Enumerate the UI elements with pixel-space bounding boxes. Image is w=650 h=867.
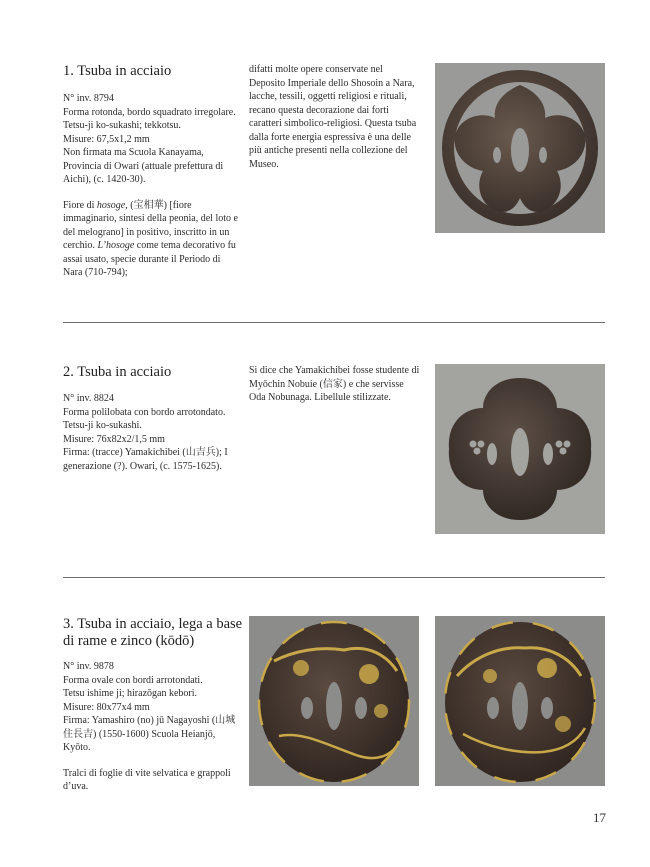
divider-1 (63, 322, 605, 323)
tsuba-3-photo-front (249, 616, 419, 786)
entry-2-desc-1: Tetsu-ji ko-sukashi. (63, 420, 142, 431)
entry-3-paragraph: Tralci di foglie di vite selvatica e grappoli d’uva. (63, 767, 231, 792)
entry-3-desc-2: Misure: 80x77x4 mm (63, 701, 150, 713)
entry-1-desc-3: Non firmata ma Scuola Kanayama, Provincia di Owari (attuale prefettura di Aichi), (c. 1420-30). (63, 147, 224, 185)
entry-1-desc-2: Misure: 67,5x1,2 mm (63, 133, 150, 145)
tsuba-2-photo (435, 364, 605, 534)
entry-1-details (63, 92, 241, 280)
entry-2-desc-2: Misure: 76x82x2/1,5 mm (63, 433, 165, 445)
entry-3-inv: N° inv. 9878 (63, 661, 114, 672)
divider-2 (63, 577, 605, 578)
entry-1-desc-0: Forma rotonda, bordo squadrato irregolare. (63, 106, 236, 118)
entry-3-desc-1: Tetsu ishime ji; hirazōgan kebori. (63, 688, 197, 699)
entry-3-desc-3: Firma: Yamashiro (no) jū Nagayoshi (山城住長吉) (1550-1600) Scuola Heianjō, Kyōto. (63, 715, 236, 753)
entry-2-desc-3: Firma: (tracce) Yamakichibei (山吉兵); I generazione (?). Owari, (c. 1575-1625). (63, 447, 228, 472)
entry-1-inv: N° inv. 8794 (63, 93, 114, 104)
entry-3-desc-0: Forma ovale con bordi arrotondati. (63, 674, 203, 686)
entry-2-continuation: Si dice che Yamakichibei fosse studente di Myōchin Nobuie (信家) e che servisse Oda Nobunaga. Libellule stilizzate. (249, 365, 420, 403)
entry-2-inv: N° inv. 8824 (63, 393, 114, 404)
entry-3-title: 3. Tsuba in acciaio, lega a base di rame e zinco (kōdō) (63, 616, 243, 649)
page-number: 17 (593, 810, 606, 825)
entry-3-details (63, 660, 241, 794)
entry-2-desc-0: Forma polilobata con bordo arrotondato. (63, 406, 226, 418)
entry-1-continuation: difatti molte opere conservate nel Deposito Imperiale dello Shosoin a Nara, lacche, tessili, oggetti religiosi e rituali, recano questa decorazione dai forti caratteri simbolico-religiosi. Questa tsuba dalla forte energia espressiva è una delle più antiche presenti nella collezione del Museo. (249, 64, 417, 170)
entry-2-details (63, 392, 241, 473)
entry-1-title: 1. Tsuba in acciaio (63, 63, 172, 79)
entry-1-paragraph: Fiore di hosoge, (宝相華) [fiore immaginario, sintesi della peonia, del loto e del melograno] in positivo, inscritto in un cerchio. L’hosoge come tema decorativo fu assai usato, specie durante il Periodo di Nara (710-794); (63, 199, 238, 278)
entry-1-desc-1: Tetsu-ji ko-sukashi; tekkotsu. (63, 120, 181, 131)
tsuba-1-photo (435, 63, 605, 233)
tsuba-3-photo-back (435, 616, 605, 786)
entry-2-title: 2. Tsuba in acciaio (63, 364, 172, 380)
